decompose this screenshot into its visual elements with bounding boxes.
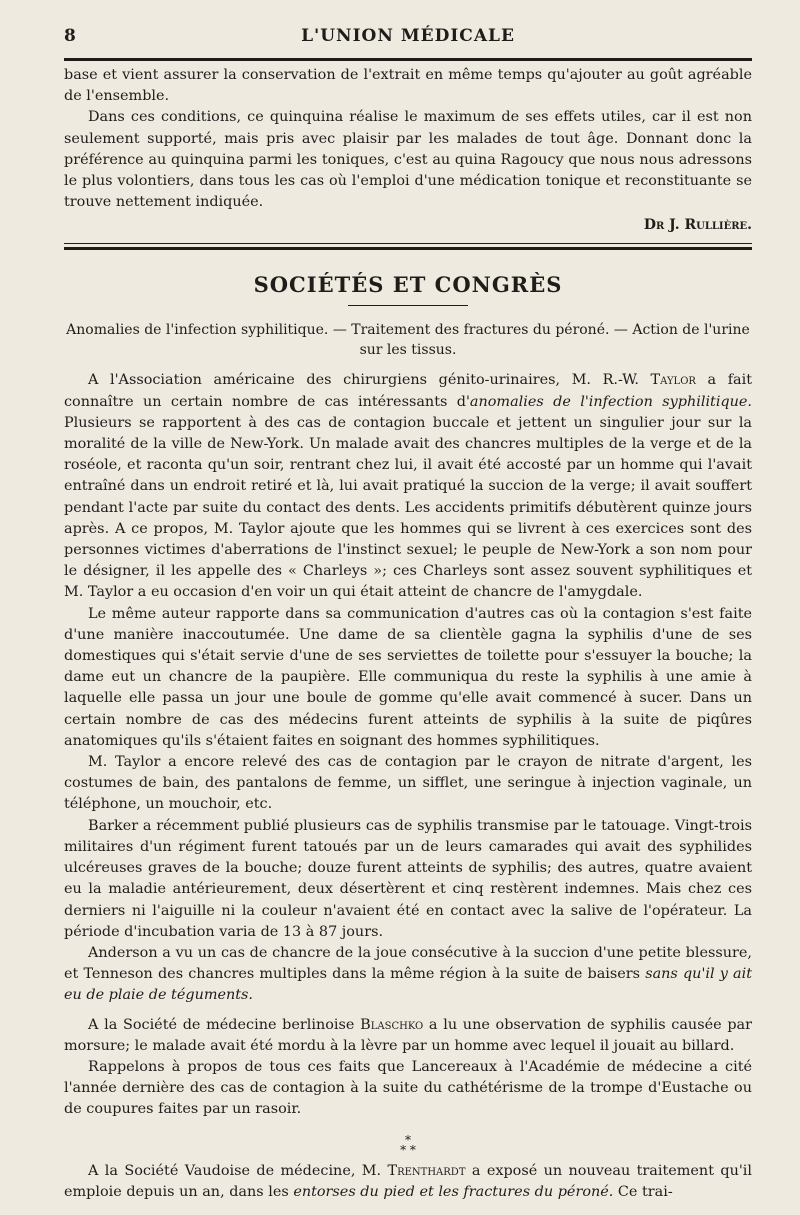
article-paragraph-2: Le même auteur rapporte dans sa communication d'autres cas où la contagion s'est faite d'une manière inaccoutumée. Une dame de sa clientèle gagna la syphilis d'une de ses domestiques qui s'était servie d'une de ses serviettes de toilette pour s'essuyer la bouche; la dame eut un chancre de la paupière. Elle communiqua du reste la syphilis à une amie à laquelle elle passa un jour une boule de gomme qu'elle avait commencé à sucer. Dans un certain nombre de cas des médecins furent atteints de syphilis à la suite de piqûres anatomiques qu'ils s'étaient faites en soignant des hommes syphilitiques. [64, 605, 752, 749]
text-run: Ce trai- [613, 1183, 673, 1200]
author-name: Trenthardt [387, 1162, 466, 1179]
emphasis: entorses du pied et les fractures du péroné. [293, 1183, 614, 1200]
header-rule [64, 58, 752, 61]
star-bottom: * * [400, 1142, 416, 1157]
intro-paragraph-2: Dans ces conditions, ce quinquina réalise le maximum de ses effets utiles, car il est non seulement supporté, mais pris avec plaisir par les malades de tout âge. Donnant donc la préférence au quinquina parmi les toniques, c'est au quina Ragoucy que nous nous adressons le plus volontiers, dans tous les cas où l'emploi d'une médication tonique et reconstituante se trouve nettement indiquée. [64, 109, 752, 211]
article-paragraph-6 [64, 1015, 752, 1057]
author-signature: Dr J. Rullière. [643, 217, 752, 234]
article-paragraph-7: Rappelons à propos de tous ces faits que Lancereaux à l'Académie de médecine a cité l'année dernière des cas de contagion à la suite du cathétérisme de la trompe d'Eustache ou de coupures faites par un rasoir. [64, 1058, 752, 1118]
text-run: A la Société de médecine berlinoise [88, 1016, 361, 1033]
text-run: A la Société Vaudoise de médecine, M. [88, 1162, 388, 1179]
page-number: 8 [64, 26, 76, 46]
running-title: L'UNION MÉDICALE [301, 26, 515, 46]
section-topics: Anomalies de l'infection syphilitique. — Traitement des fractures du péroné. — Action de l'urine sur les tissus. [66, 322, 750, 359]
text-run: a lu une observation de syphilis causée par morsure; le malade avait été mordu à la lèvre par un homme avec lequel il jouait au billard. [64, 1016, 752, 1054]
section-divider [64, 243, 752, 250]
article-paragraph-5 [64, 943, 752, 1007]
text-run: A l'Association américaine des chirurgiens génito-urinaires, M. R.-W. [88, 372, 651, 389]
article-paragraph-8 [64, 1161, 752, 1203]
text-run: Anderson a vu un cas de chancre de la joue consécutive à la succion d'une petite blessure, et Tenneson des chancres multiples dans la même région à la suite de baisers [64, 944, 752, 983]
intro-paragraph-1: base et vient assurer la conservation de l'extrait en même temps qu'ajouter au goût agréable de l'ensemble. [64, 67, 752, 105]
author-name: Taylor [650, 372, 696, 389]
text-run: a fait connaître un certain nombre de cas intéressants d' [64, 372, 752, 410]
emphasis: sans qu'il y ait eu de plaie de téguments. [64, 966, 753, 1004]
text-run: a exposé un nouveau traitement qu'il emploie depuis un an, dans les [64, 1162, 752, 1200]
section-separator-stars [64, 1132, 752, 1157]
author-name: Blaschko [360, 1016, 424, 1033]
title-underline [348, 305, 468, 306]
article-paragraph-3: M. Taylor a encore relevé des cas de contagion par le crayon de nitrate d'argent, les costumes de bain, des pantalons de femme, un sifflet, une seringue à injection vaginale, un téléphone, un mouchoir, etc. [64, 754, 752, 813]
article-paragraph-4: Barker a récemment publié plusieurs cas de syphilis transmise par le tatouage. Vingt-trois militaires d'un régiment furent tatoués par un de leurs camarades qui avait des syphilides ulcéreuses graves de la bouche; douze furent atteints de syphilis; des autres, quatre avaient eu la maladie antérieurement, deux désertèrent et cinq restèrent indemnes. Mais chez ces derniers ni l'aiguille ni la couleur n'avaient été en contact avec la salive de l'opérateur. La période d'incubation varia de 13 à 87 jours. [64, 817, 752, 940]
star-top: * [405, 1132, 411, 1147]
emphasis: anomalies de l'infection syphilitique. [469, 393, 752, 410]
text-run: Plusieurs se rapportent à des cas de contagion buccale et jettent un singulier jour sur la moralité de la ville de New-York. Un malade avait des chancres multiples de la verge et de la roséole, et raconta qu'un soir, rentrant chez lui, il avait été accosté par un homme qui l'avait entraîné dans un endroit retiré et là, lui avait pratiqué la succion de la verge; il avait souffert pendant l'acte par suite du contact des dents. Les accidents primitifs débutèrent quinze jours après. A ce propos, M. Taylor ajoute que les hommes qui se livrent à ces exercices sont des personnes victimes d'aberrations de l'instinct sexuel; le peuple de New-York a son nom pour le désigner, il les appelle des « Charleys »; ces Charleys sont assez souvent syphilitiques et M. Taylor a eu occasion d'en voir un qui était atteint de chancre de l'amygdale. [64, 414, 752, 601]
article-paragraph-1 [64, 370, 752, 603]
section-title: SOCIÉTÉS ET CONGRÈS [253, 272, 563, 298]
page-header [64, 0, 752, 44]
